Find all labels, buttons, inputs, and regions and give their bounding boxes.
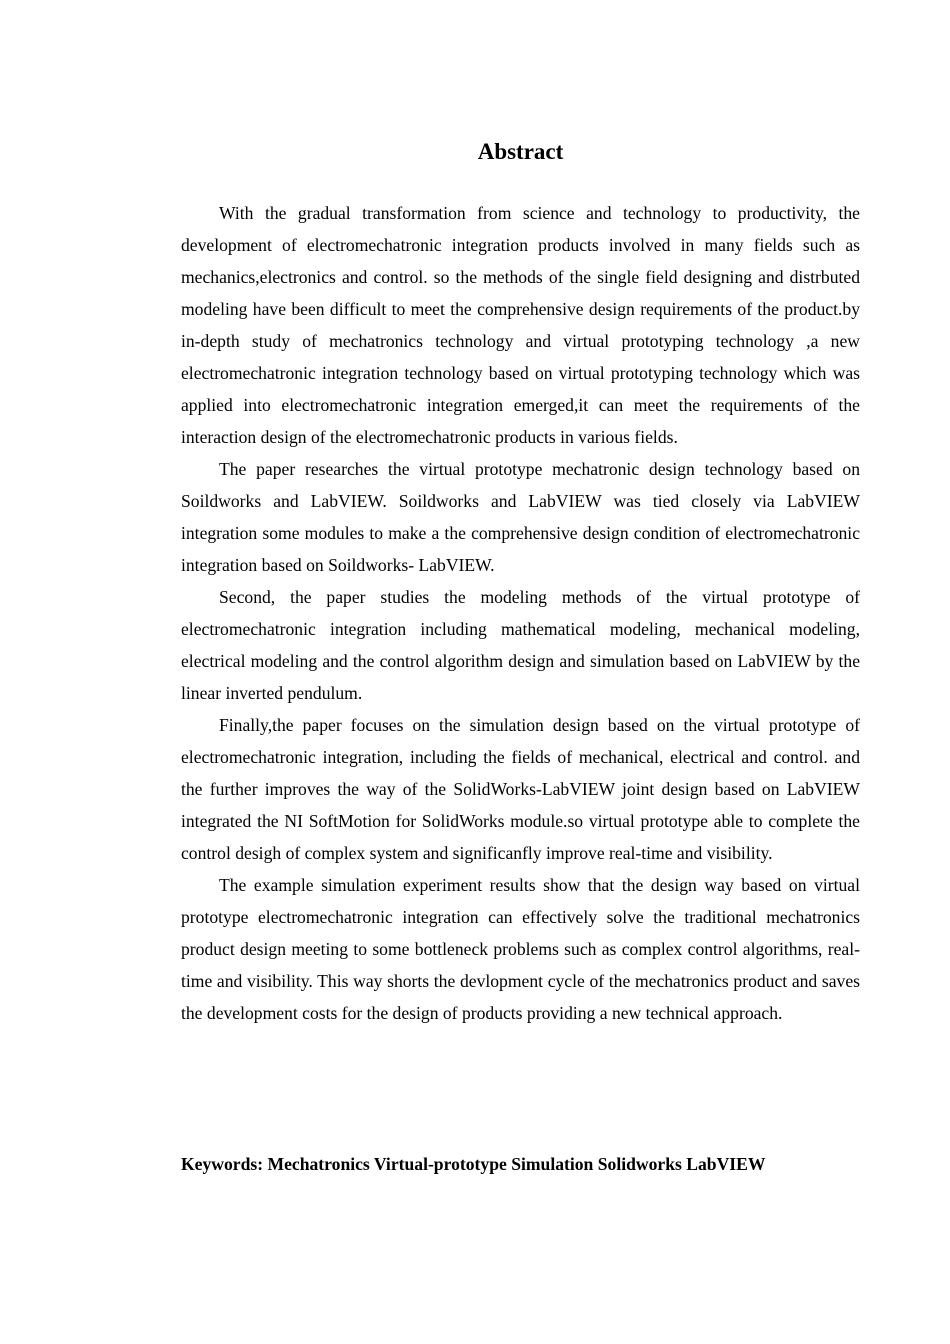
abstract-paragraph-2: The paper researches the virtual prototype mechatronic design technology based on Soildworks and LabVIEW. Soildworks and LabVIEW was tied closely via LabVIEW integration some modules to make a the comprehensive design condition of electromechatronic integration based on Soildworks- LabVIEW. (181, 459, 860, 575)
keyword-item: Simulation (511, 1154, 594, 1174)
abstract-paragraph-3: Second, the paper studies the modeling methods of the virtual prototype of electromechatronic integration including mathematical modeling, mechanical modeling, electrical modeling and the control algorithm design and simulation based on LabVIEW by the linear inverted pendulum. (181, 587, 860, 703)
keyword-item: Mechatronics (267, 1154, 370, 1174)
keyword-item: Virtual-prototype (373, 1154, 507, 1174)
keywords-line (181, 1148, 858, 1180)
keyword-item: LabVIEW (686, 1154, 766, 1174)
page-title: Abstract (477, 139, 564, 164)
abstract-paragraph-4: Finally,the paper focuses on the simulation design based on the virtual prototype of electromechatronic integration, including the fields of mechanical, electrical and control. and the further improves the way of the SolidWorks-LabVIEW joint design based on LabVIEW integrated the NI SoftMotion for SolidWorks module.so virtual prototype able to complete the control desigh of complex system and significanfly improve real-time and visibility. (181, 715, 860, 863)
keywords-label: Keywords: (181, 1154, 264, 1174)
abstract-body (181, 197, 860, 1029)
keyword-item: Solidworks (597, 1154, 682, 1174)
abstract-paragraph-1: With the gradual transformation from science and technology to productivity, the development of electromechatronic integration products involved in many fields such as mechanics,electronics and control. so the methods of the single field designing and distrbuted modeling have been difficult to meet the comprehensive design requirements of the product.by in-depth study of mechatronics technology and virtual prototyping technology ,a new electromechatronic integration technology based on virtual prototyping technology which was applied into electromechatronic integration emerged,it can meet the requirements of the interaction design of the electromechatronic products in various fields. (181, 203, 860, 447)
abstract-paragraph-5: The example simulation experiment results show that the design way based on virtual prototype electromechatronic integration can effectively solve the traditional mechatronics product design meeting to some bottleneck problems such as complex control algorithms, real-time and visibility. This way shorts the devlopment cycle of the mechatronics product and saves the development costs for the design of products providing a new technical approach. (181, 875, 860, 1023)
